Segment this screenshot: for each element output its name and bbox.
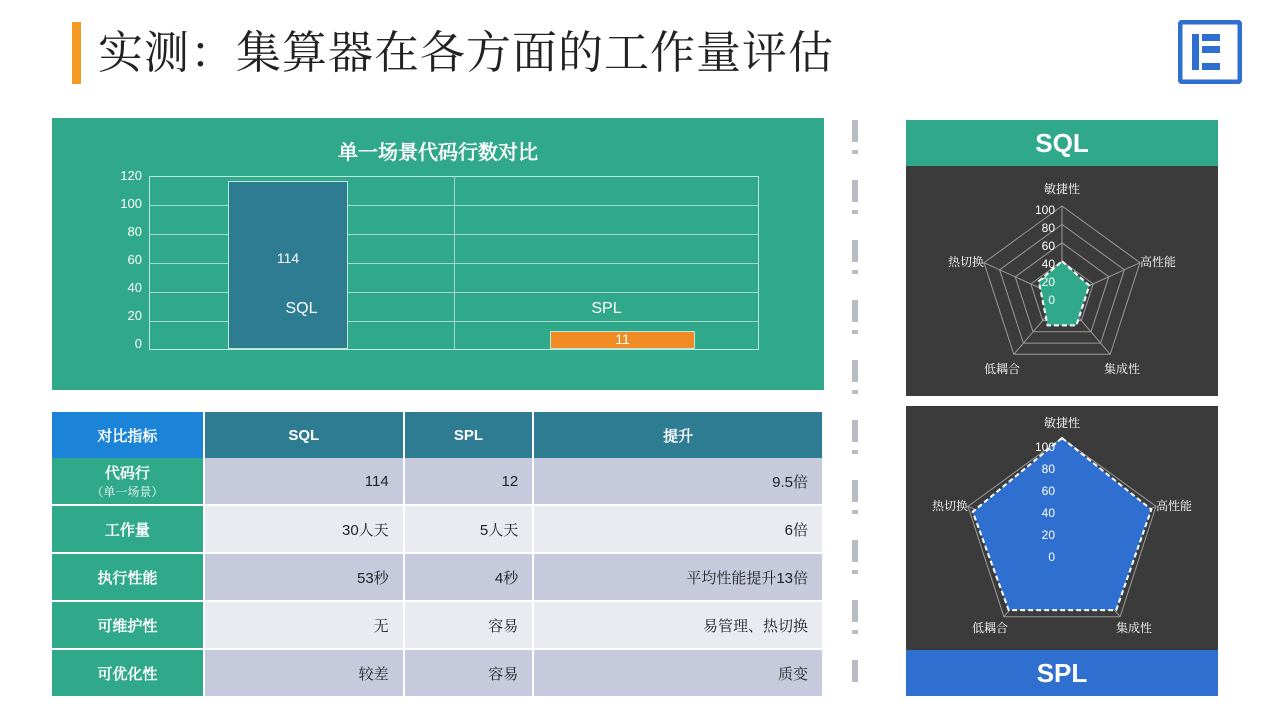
row-label-sub: （单一场景） xyxy=(91,485,164,499)
row-label: 可优化性 xyxy=(52,649,204,697)
svg-text:集成性: 集成性 xyxy=(1115,621,1153,635)
table-header-gain: 提升 xyxy=(533,412,823,458)
table-row xyxy=(52,601,823,649)
cell-gain: 平均性能提升13倍 xyxy=(533,553,823,601)
vertical-dotted-divider xyxy=(852,120,858,668)
table-row xyxy=(52,649,823,697)
cell-sql: 较差 xyxy=(204,649,404,697)
raqsoft-logo-icon xyxy=(1178,20,1242,84)
y-tick: 40 xyxy=(127,280,142,295)
bar-spl xyxy=(550,331,695,349)
svg-text:20: 20 xyxy=(1041,275,1055,289)
bar-chart-plot-area xyxy=(149,176,759,350)
svg-text:60: 60 xyxy=(1041,239,1055,253)
cell-spl: 5人天 xyxy=(404,505,534,553)
svg-text:80: 80 xyxy=(1041,462,1055,476)
svg-text:高性能: 高性能 xyxy=(1139,255,1177,269)
y-tick: 60 xyxy=(127,252,142,267)
svg-text:低耦合: 低耦合 xyxy=(983,362,1021,376)
bar-chart-panel xyxy=(52,118,824,390)
bar-chart-title: 单一场景代码行数对比 xyxy=(338,142,538,164)
page-header xyxy=(0,0,1280,108)
radar-spl-chart xyxy=(906,406,1218,650)
svg-text:20: 20 xyxy=(1041,528,1055,542)
cell-gain: 6倍 xyxy=(533,505,823,553)
y-tick: 20 xyxy=(127,308,142,323)
cell-gain: 质变 xyxy=(533,649,823,697)
y-tick: 100 xyxy=(120,196,142,211)
center-divider xyxy=(454,177,455,349)
radar-sql-chart xyxy=(906,166,1218,396)
cell-spl: 容易 xyxy=(404,601,534,649)
svg-text:100: 100 xyxy=(1034,203,1055,217)
row-label: 执行性能 xyxy=(52,553,204,601)
svg-text:100: 100 xyxy=(1034,440,1055,454)
cell-sql: 114 xyxy=(204,458,404,505)
title-accent-bar xyxy=(72,22,81,84)
svg-text:敏捷性: 敏捷性 xyxy=(1043,182,1081,196)
radar-spl-caption: SPL xyxy=(906,650,1218,696)
radar-sql-caption: SQL xyxy=(906,120,1218,166)
svg-text:高性能: 高性能 xyxy=(1155,499,1193,513)
svg-text:低耦合: 低耦合 xyxy=(971,621,1009,635)
svg-text:热切换: 热切换 xyxy=(947,255,985,269)
comparison-table xyxy=(52,412,824,698)
bar-x-label-sql: SQL xyxy=(285,300,318,317)
svg-text:40: 40 xyxy=(1041,506,1055,520)
cell-sql: 无 xyxy=(204,601,404,649)
row-label: 可维护性 xyxy=(52,601,204,649)
bar-x-label-spl: SPL xyxy=(591,300,622,317)
svg-text:0: 0 xyxy=(1048,550,1055,564)
svg-text:敏捷性: 敏捷性 xyxy=(1043,416,1081,430)
table-header-sql: SQL xyxy=(204,412,404,458)
table-row xyxy=(52,505,823,553)
radar-column xyxy=(906,120,1218,688)
table-header-spl: SPL xyxy=(404,412,534,458)
table-row xyxy=(52,458,823,505)
cell-gain: 9.5倍 xyxy=(533,458,823,505)
cell-gain: 易管理、热切换 xyxy=(533,601,823,649)
row-label-text: 代码行 xyxy=(104,465,150,482)
cell-spl: 容易 xyxy=(404,649,534,697)
cell-sql: 53秒 xyxy=(204,553,404,601)
bar-chart-y-axis xyxy=(102,168,142,351)
svg-text:80: 80 xyxy=(1041,221,1055,235)
cell-spl: 12 xyxy=(404,458,534,505)
y-tick: 0 xyxy=(134,336,142,351)
table-row xyxy=(52,553,823,601)
svg-text:40: 40 xyxy=(1041,257,1055,271)
bar-sql xyxy=(228,181,348,349)
table-header-row xyxy=(52,412,823,458)
y-tick: 80 xyxy=(127,224,142,239)
svg-text:热切换: 热切换 xyxy=(931,499,969,513)
cell-sql: 30人天 xyxy=(204,505,404,553)
page-title: 实测：集算器在各方面的工作量评估 xyxy=(98,27,835,78)
cell-spl: 4秒 xyxy=(404,553,534,601)
bar-value-spl: 11 xyxy=(615,331,630,347)
row-label: 工作量 xyxy=(52,505,204,553)
svg-text:0: 0 xyxy=(1048,293,1055,307)
table-header-metric: 对比指标 xyxy=(52,412,204,458)
y-tick: 120 xyxy=(120,168,142,183)
svg-text:60: 60 xyxy=(1041,484,1055,498)
bar-value-sql: 114 xyxy=(276,250,300,266)
svg-text:集成性: 集成性 xyxy=(1103,362,1141,376)
row-label xyxy=(52,458,204,505)
